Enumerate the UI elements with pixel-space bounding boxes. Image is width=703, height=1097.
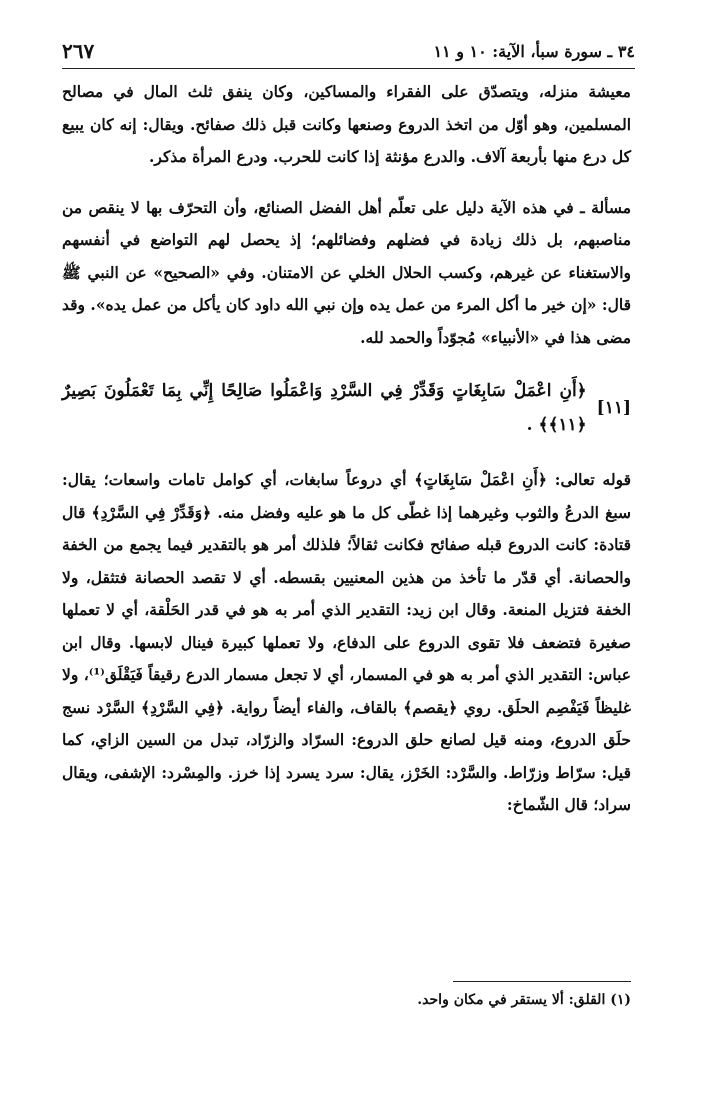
footnote-divider bbox=[453, 981, 631, 982]
verse-line bbox=[62, 374, 631, 442]
commentary-paragraph: قوله تعالى: ﴿أَنِ اعْمَلْ سَابِغَاتٍ﴾ أي دروعاً سابغات، أي كوامل تامات واسعات؛ يقال: سبغ الدرعُ والثوب وغيرهما إذا غطّى كل ما هو عليه وفضل منه. ﴿وَقَدِّرْ فِي السَّرْدِ﴾ قال قتادة: كانت الدروع قبله صفائح فكانت ثقالاً؛ فلذلك أمر هو بالتقدير فيما يجمع من الخفة والحصانة. أي قدّر ما تأخذ من هذين المعنيين بقسطه. أي لا تقصد الحصانة فتثقل، ولا الخفة فتزيل المنعة. وقال ابن زيد: التقدير الذي أمر به هو في قدر الحَلْقة، أي لا تعملها صغيرة فتضعف فلا تقوى الدروع على الدفاع، ولا تعملها كبيرة فينال لابسها. وقال ابن عباس: التقدير الذي أمر به هو في المسمار، أي لا تجعل مسمار الدرع رقيقاً فَيَقْلَق⁽¹⁾، ولا غليظاً فَيَفْصِم الحلَق. روي ﴿يقصم﴾ بالقاف، والفاء أيضاً رواية. ﴿فِي السَّرْدِ﴾ السَّرْد نسج حلَق الدروع، ومنه قيل لصانع حلق الدروع: السرّاد والزرّاد، تبدل من السين الزاي، كما قيل: سرّاط وزرّاط. والسَّرْد: الخَرْز، يقال: سرد يسرد إذا خرز. والمِسْرد: الإشفى، ويقال سراد؛ قال الشّماخ: bbox=[62, 470, 632, 814]
footnote: (١) القلق: ألا يستقر في مكان واحد. bbox=[417, 992, 631, 1008]
paragraph: مسألة ـ في هذه الآية دليل على تعلّم أهل الفضل الصنائع، وأن التحرّف بها لا ينقص من مناصبهم، بل ذلك زيادة في فضلهم وفضائلهم؛ إذ يحصل لهم التواضع في أنفسهم والاستغناء عن غيرهم، وكسب الحلال الخلي عن الامتنان. وفي «الصحيح» عن النبي ﷺ قال: «إن خير ما أكل المرء من عمل يده وإن نبي الله داود كان يأكل من عمل يده». وقد مضى هذا في «الأنبياء» مُجوّداً والحمد لله. bbox=[62, 197, 631, 347]
paragraph: معيشة منزله، ويتصدّق على الفقراء والمساكين، وكان ينفق ثلث المال في مصالح المسلمين، وهو أوّل من اتخذ الدروع وصنعها وكانت قبل ذلك صفائح. ويقال: إنه كان يبيع كل درع منها بأربعة آلاف. والدرع مؤنثة إذا كانت للحرب. ودرع المرأة مذكر. bbox=[62, 82, 631, 166]
page-number: ٢٦٧ bbox=[62, 39, 95, 63]
quran-verse: ﴿أَنِ اعْمَلْ سَابِغَاتٍ وَقَدِّرْ فِي السَّرْدِ وَاعْمَلُوا صَالِحًا إِنِّي بِمَا تَعْمَلُونَ بَصِيرٌ ﴿١١﴾﴾ . bbox=[62, 381, 587, 435]
main-text bbox=[62, 76, 631, 822]
running-title: ٣٤ ـ سورة سبأ، الآية: ١٠ و ١١ bbox=[433, 41, 635, 61]
running-header bbox=[62, 34, 635, 69]
verse-number: [١١] bbox=[596, 398, 631, 418]
